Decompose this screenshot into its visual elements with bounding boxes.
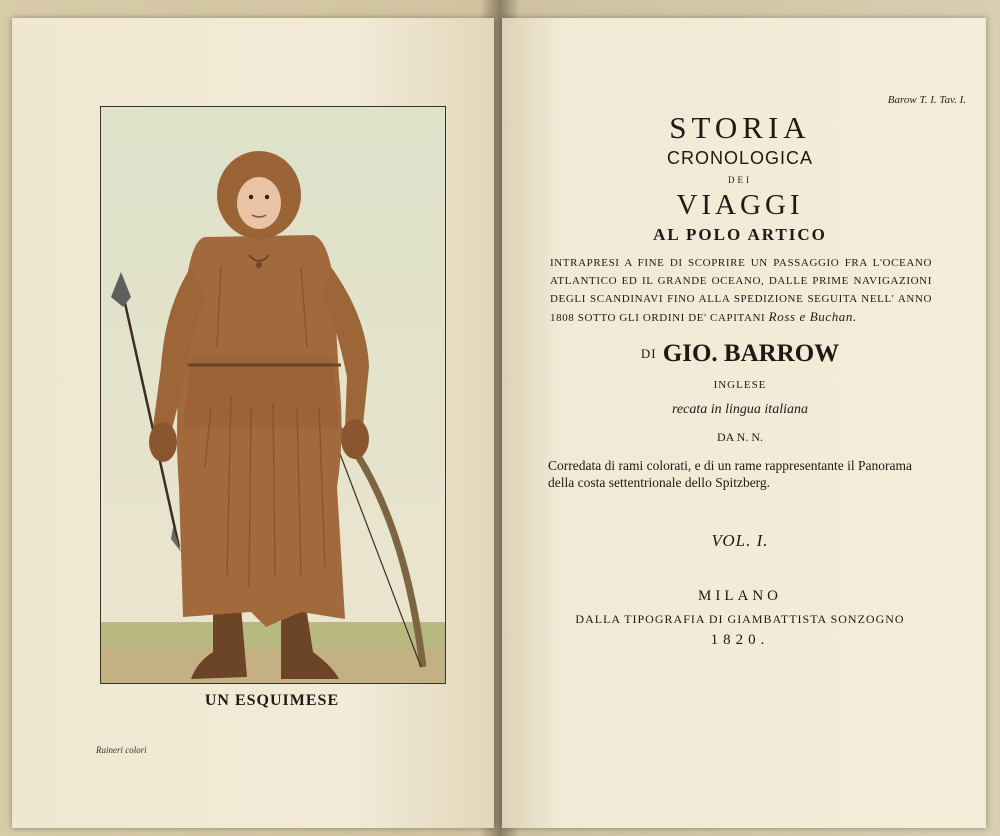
translator: DA N. N.	[716, 430, 763, 444]
title-cronologica: CRONOLOGICA	[666, 148, 814, 168]
author-line	[548, 339, 932, 369]
author-prefix: DI	[640, 346, 657, 361]
frontispiece-illustration	[100, 106, 446, 684]
title-dei: DEI	[728, 175, 752, 185]
imprint-year: 1820.	[710, 632, 770, 648]
subtitle-description	[550, 254, 932, 327]
volume-number: VOL. I.	[711, 531, 769, 550]
edition-note: Corredata di rami colorati, e di un rame rappresentante il Panorama della costa settentrionale dello Spitzberg.	[548, 458, 912, 490]
title-storia: STORIA	[669, 110, 811, 145]
captains-names: Ross e Buchan.	[768, 309, 857, 324]
title-page-text	[548, 110, 932, 649]
colorist-credit: Raineri colorì	[96, 745, 147, 755]
title-polo-artico: AL POLO ARTICO	[653, 225, 827, 244]
translation-note: recata in lingua italiana	[672, 402, 808, 417]
imprint-printer: DALLA TIPOGRAFIA DI GIAMBATTISTA SONZOGNO	[575, 612, 905, 626]
author-nationality: INGLESE	[713, 379, 767, 391]
plate-caption: UN ESQUIMESE	[204, 692, 340, 709]
imprint-city: MILANO	[698, 588, 782, 604]
author-name: GIO. BARROW	[662, 340, 840, 367]
plate-reference: Barow T. I. Tav. I.	[887, 94, 966, 106]
description-text: INTRAPRESI A FINE DI SCOPRIRE UN PASSAGGIO FRA L'OCEANO ATLANTICO ED IL GRANDE OCEANO, DALLE PRIME NAVIGAZIONI DEGLI SCANDINAVI FINO ALLA SPEDIZIONE SEGUITA NELL' ANNO 1808 SOTTO GLI ORDINI DE' CAPITANI	[550, 257, 932, 324]
title-viaggi: VIAGGI	[676, 189, 804, 221]
